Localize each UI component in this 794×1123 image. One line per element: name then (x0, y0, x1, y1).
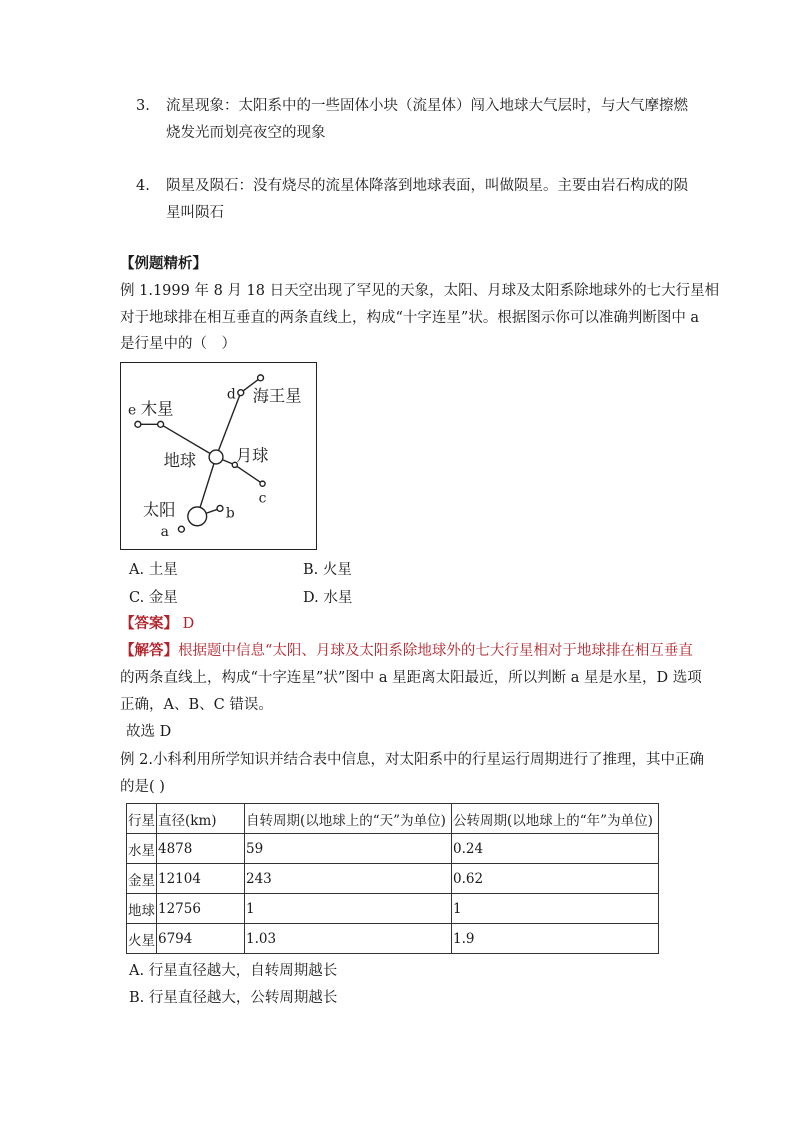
table-cell: 1.9 (452, 924, 659, 954)
question-line: 对于地球排在相互垂直的两条直线上，构成“十字连星”状。根据图示你可以准确判断图中 a (120, 310, 700, 326)
table-header-cell: 公转周期(以地球上的“年”为单位) (452, 804, 659, 834)
table-row (127, 894, 659, 924)
table-cell: 59 (245, 834, 452, 864)
analysis-line: 的两条直线上，构成“十字连星”状”图中 a 星距离太阳最近，所以判断 a 星是水星，D 选项 (120, 670, 702, 686)
table-row (127, 864, 659, 894)
table-cell: 地球 (127, 894, 157, 924)
option-b: B. 火星 (303, 562, 352, 578)
answer-tag: 【答案】 (120, 615, 178, 632)
item-number: 3. (136, 98, 150, 114)
table-header-cell: 自转周期(以地球上的“天”为单位) (245, 804, 452, 834)
question-line: 例 1.1999 年 8 月 18 日天空出现了罕见的天象，太阳、月球及太阳系除地球外的七大行星相 (120, 283, 720, 299)
question-line: 的是( ) (120, 779, 165, 795)
question-line: 是行星中的（ ） (120, 336, 236, 352)
conclusion: 故选 D (126, 724, 172, 740)
section-title: 【例题精析】 (120, 255, 207, 272)
option-c: C. 金星 (129, 590, 178, 606)
letter-c: c (258, 490, 267, 507)
option-b: B. 行星直径越大，公转周期越长 (129, 990, 338, 1006)
label-moon: 月球 (235, 445, 269, 465)
analysis-line (120, 641, 693, 661)
table-cell: 6794 (157, 924, 245, 954)
a-node (178, 526, 184, 532)
cross-alignment-diagram (120, 362, 317, 550)
table-cell: 金星 (127, 864, 157, 894)
d-node (258, 375, 264, 381)
table-cell: 243 (245, 864, 452, 894)
table-row (127, 834, 659, 864)
table-cell: 4878 (157, 834, 245, 864)
option-a: A. 行星直径越大，自转周期越长 (129, 963, 338, 979)
item-text-line: 流星现象：太阳系中的一些固体小块（流星体）闯入地球大气层时，与大气摩擦燃 (166, 98, 688, 114)
answer-value: D (182, 616, 195, 632)
table-cell: 1.03 (245, 924, 452, 954)
line-moon-c (235, 465, 263, 484)
analysis-text: 根据题中信息“太阳、月球及太阳系除地球外的七大行星相对于地球排在相互垂直 (178, 643, 693, 659)
analysis-line: 正确，A、B、C 错误。 (120, 697, 273, 713)
table-header-row (127, 804, 659, 834)
option-d: D. 水星 (303, 590, 353, 606)
label-neptune: 海王星 (252, 386, 302, 406)
planet-table (126, 803, 659, 954)
item-text-line: 陨星及陨石：没有烧尽的流星体降落到地球表面，叫做陨星。主要由岩石构成的陨 (166, 178, 688, 194)
table-cell: 水星 (127, 834, 157, 864)
sun-node (188, 507, 207, 526)
neptune-node (238, 390, 244, 396)
letter-b: b (225, 505, 235, 522)
table-row (127, 924, 659, 954)
table-header-cell: 行星 (127, 804, 157, 834)
answer-line (120, 614, 194, 634)
table-header-cell: 直径(km) (157, 804, 245, 834)
item-number: 4. (136, 178, 150, 194)
label-jupiter: 木星 (140, 399, 174, 419)
letter-a: a (160, 524, 169, 541)
diagram-svg (121, 363, 316, 549)
e-node (135, 421, 141, 427)
c-node (260, 481, 265, 486)
question-line: 例 2.小科利用所学知识并结合表中信息，对太阳系中的行星运行周期进行了推理，其中正确 (120, 752, 704, 768)
option-a: A. 土星 (129, 562, 178, 578)
letter-e: e (127, 402, 137, 419)
table-cell: 1 (452, 894, 659, 924)
label-sun: 太阳 (142, 500, 176, 520)
label-earth: 地球 (163, 450, 197, 470)
table-cell: 12104 (157, 864, 245, 894)
item-text-line: 星叫陨石 (166, 205, 224, 221)
table-cell: 0.24 (452, 834, 659, 864)
earth-node (209, 450, 223, 464)
analysis-tag: 【解答】 (120, 642, 178, 659)
jupiter-node (158, 421, 164, 427)
item-text-line: 烧发光而划亮夜空的现象 (166, 125, 326, 141)
table-cell: 1 (245, 894, 452, 924)
table-cell: 12756 (157, 894, 245, 924)
letter-d: d (226, 386, 236, 403)
table-cell: 火星 (127, 924, 157, 954)
b-node (217, 505, 223, 511)
table-cell: 0.62 (452, 864, 659, 894)
